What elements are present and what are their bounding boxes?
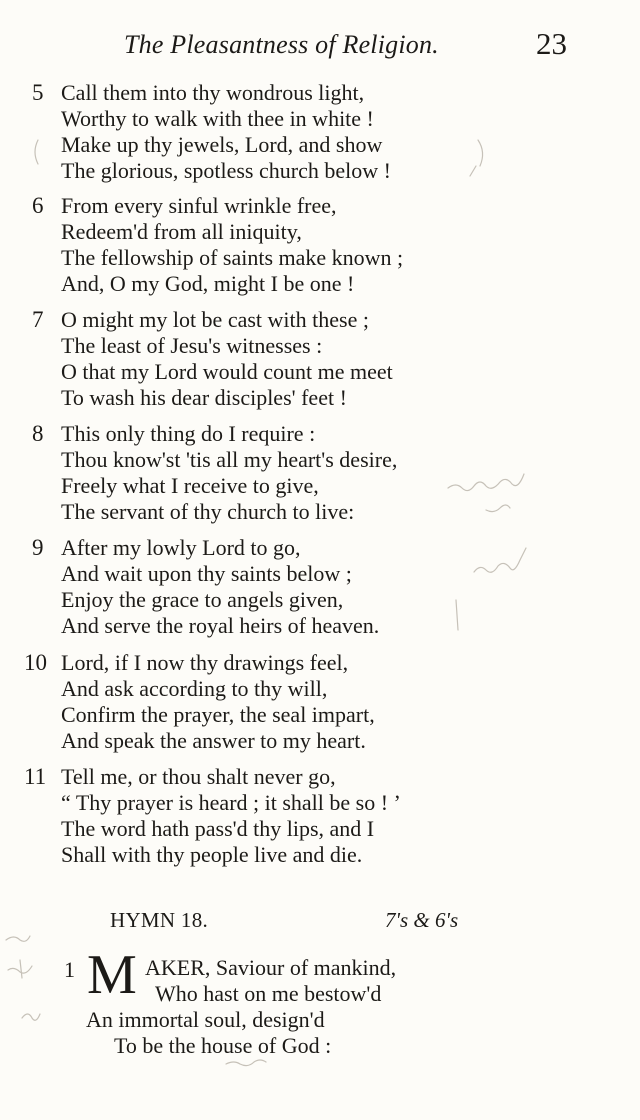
verse-line: From every sinful wrinkle free, [61, 193, 337, 218]
hymn-line: AKER, Saviour of mankind, [145, 955, 397, 980]
verse-line: The least of Jesu's witnesses : [61, 333, 323, 358]
hymn-verse-number: 1 [64, 957, 75, 982]
verse-line: The servant of thy church to live: [61, 499, 355, 524]
verse-line: Lord, if I now thy drawings feel, [61, 650, 349, 675]
verse-line: The word hath pass'd thy lips, and I [61, 816, 375, 841]
hymn-line: An immortal soul, design'd [86, 1007, 325, 1032]
verse-line: Make up thy jewels, Lord, and show [61, 132, 383, 157]
hymn-line: To be the house of God : [114, 1033, 332, 1058]
verse-line: This only thing do I require : [61, 421, 316, 446]
verse-line: After my lowly Lord to go, [61, 535, 301, 560]
stanza-number: 5 [32, 80, 44, 105]
verse-line: Tell me, or thou shalt never go, [61, 764, 336, 789]
verse-line: And ask according to thy will, [61, 676, 328, 701]
verse-line: To wash his dear disciples' feet ! [61, 385, 347, 410]
verse-line: “ Thy prayer is heard ; it shall be so ! ’ [61, 790, 401, 815]
verse-line: Enjoy the grace to angels given, [61, 587, 344, 612]
drop-cap: M [87, 944, 137, 1006]
verse-line: Call them into thy wondrous light, [61, 80, 365, 105]
verse-line: Shall with thy people live and die. [61, 842, 363, 867]
hymn-line: Who hast on me bestow'd [155, 981, 382, 1006]
verse-line: And, O my God, might I be one ! [61, 271, 355, 296]
page-number: 23 [536, 26, 567, 61]
verse-line: And wait upon thy saints below ; [61, 561, 352, 586]
verse-line: And speak the answer to my heart. [61, 728, 366, 753]
verse-line: Thou know'st 'tis all my heart's desire, [61, 447, 398, 472]
hymn-title: HYMN 18. [110, 908, 209, 932]
verse-line: The glorious, spotless church below ! [61, 158, 391, 183]
verse-line: O might my lot be cast with these ; [61, 307, 369, 332]
verse-line: Freely what I receive to give, [61, 473, 319, 498]
stanza-number: 10 [24, 650, 47, 675]
verse-line: The fellowship of saints make known ; [61, 245, 404, 270]
stanza-number: 7 [32, 307, 44, 332]
verse-line: Confirm the prayer, the seal impart, [61, 702, 375, 727]
stanza-number: 6 [32, 193, 44, 218]
verse-line: O that my Lord would count me meet [61, 359, 393, 384]
stanza-number: 8 [32, 421, 44, 446]
stanza-number: 11 [24, 764, 47, 789]
verse-line: And serve the royal heirs of heaven. [61, 613, 380, 638]
verse-line: Worthy to walk with thee in white ! [61, 106, 374, 131]
verse-line: Redeem'd from all iniquity, [61, 219, 302, 244]
stanza-number: 9 [32, 535, 44, 560]
running-title: The Pleasantness of Religion. [124, 30, 439, 59]
hymn-meter: 7's & 6's [385, 908, 459, 932]
